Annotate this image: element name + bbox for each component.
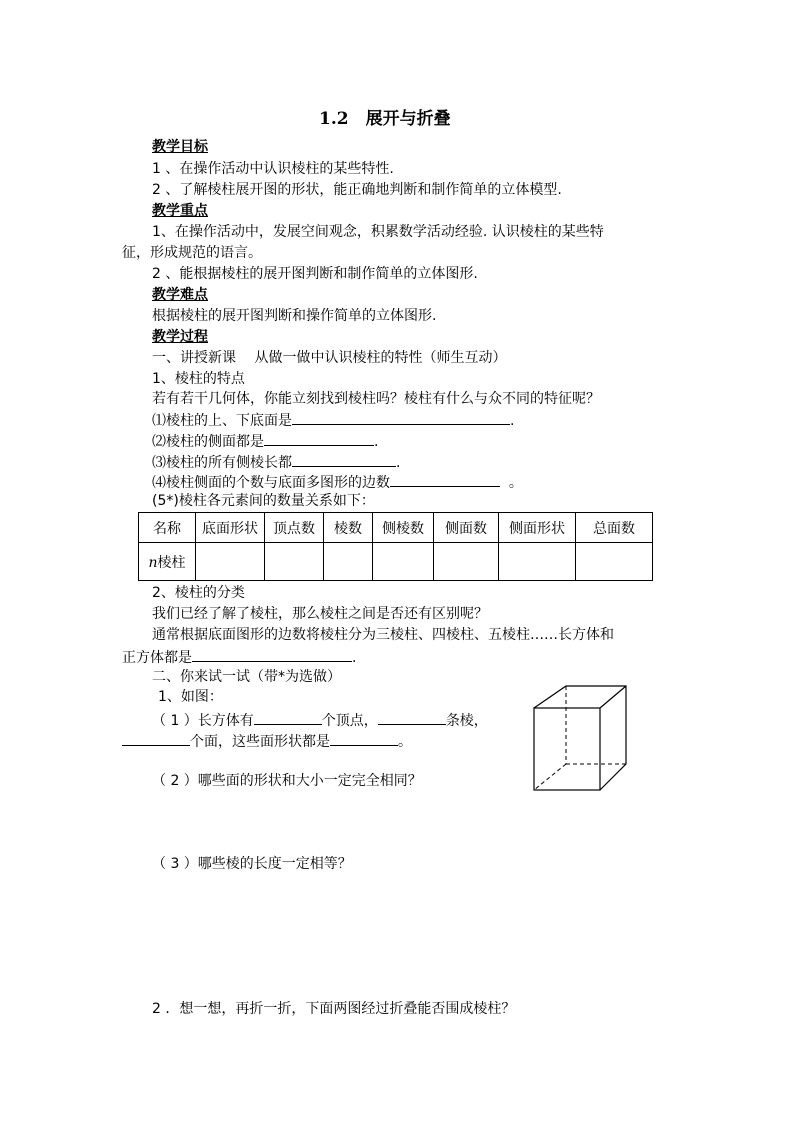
row-label-variable: n — [148, 554, 158, 571]
fill-question-4 — [152, 472, 523, 492]
q1-part-a: （ 1 ）长方体有 — [152, 713, 254, 729]
sub2-title: 2、棱柱的分类 — [152, 585, 245, 601]
classification-line1: 我们已经了解了棱柱，那么棱柱之间是否还有区别呢？ — [152, 606, 488, 622]
fill-question-1 — [152, 410, 514, 430]
key-point-2: 2 、能根据棱柱的展开图判断和制作简单的立体图形. — [152, 266, 478, 282]
table-header-cell: 棱数 — [324, 513, 373, 543]
cuboid-figure — [530, 682, 630, 794]
part2-title: 二、你来试一试（带*为选做） — [152, 669, 341, 685]
table-header-cell: 总面数 — [576, 513, 653, 543]
punctuation: 。 — [508, 475, 523, 491]
exercise-1-title: 1、如图： — [158, 689, 223, 705]
key-point-1-line2: 征，形成规范的语言。 — [122, 245, 262, 261]
cuboid-visible-edges — [534, 686, 626, 790]
table-cell[interactable] — [324, 543, 373, 581]
sub1-title: 1、棱柱的特点 — [152, 371, 245, 387]
question-text: 若有若干几何体，你能立刻找到棱柱吗？棱柱有什么与众不同的特征呢？ — [152, 391, 600, 407]
classification-line3-text: 正方体都是 — [122, 650, 192, 666]
table-cell[interactable] — [196, 543, 265, 581]
answer-blank[interactable] — [192, 647, 352, 662]
fill-question-2 — [152, 431, 378, 451]
answer-blank[interactable] — [264, 431, 374, 446]
exercise-1-q1-cont — [122, 731, 412, 751]
key-points-heading: 教学重点 — [152, 203, 208, 219]
objectives-heading: 教学目标 — [152, 139, 208, 155]
cuboid-front-face — [534, 708, 600, 790]
table-cell[interactable] — [434, 543, 499, 581]
cuboid-hidden-edge — [534, 764, 566, 790]
q1-part-b: 个顶点， — [321, 713, 378, 729]
exercise-2: 2 ．想一想，再折一折，下面两图经过折叠能否围成棱柱？ — [152, 1001, 516, 1017]
q1-part-d: 个面，这些面形状都是 — [190, 734, 330, 750]
table-header-row — [139, 513, 653, 543]
answer-blank[interactable] — [390, 472, 500, 487]
table-header-cell: 顶点数 — [265, 513, 324, 543]
answer-blank[interactable] — [330, 731, 398, 746]
q1-part-c: 条棱， — [445, 713, 488, 729]
table-row — [139, 543, 653, 581]
fill-question-3-text: ⑶棱柱的所有侧棱长都 — [152, 455, 292, 471]
objective-2: 2 、了解棱柱展开图的形状，能正确地判断和制作简单的立体模型. — [152, 182, 562, 198]
punctuation: . — [352, 650, 357, 666]
answer-blank[interactable] — [254, 710, 322, 725]
fill-question-5: (5*)棱柱各元素间的数量关系如下： — [152, 493, 375, 509]
difficulties-heading: 教学难点 — [152, 287, 208, 303]
table-row-label — [139, 543, 196, 581]
table-header-cell: 侧棱数 — [373, 513, 434, 543]
fill-question-1-text: ⑴棱柱的上、下底面是 — [152, 413, 292, 429]
punctuation: . — [374, 434, 379, 450]
answer-blank[interactable] — [378, 710, 446, 725]
table-header-cell: 侧面形状 — [499, 513, 576, 543]
prism-properties-table — [138, 512, 653, 581]
key-point-1-line1: 1、在操作活动中，发展空间观念，积累数学活动经验. 认识棱柱的某些特 — [152, 224, 604, 240]
punctuation: . — [396, 455, 401, 471]
answer-blank[interactable] — [292, 452, 396, 467]
part1-title: 一、讲授新课 从做一做中认识棱柱的特性（师生互动） — [152, 350, 507, 366]
punctuation: . — [510, 413, 515, 429]
classification-line3 — [122, 647, 356, 667]
fill-question-2-text: ⑵棱柱的侧面都是 — [152, 434, 264, 450]
table-header-cell: 侧面数 — [434, 513, 499, 543]
classification-line2: 通常根据底面图形的边数将棱柱分为三棱柱、四棱柱、五棱柱……长方体和 — [152, 627, 614, 643]
answer-blank[interactable] — [122, 731, 190, 746]
cuboid-edge — [600, 686, 626, 708]
table-cell[interactable] — [373, 543, 434, 581]
fill-question-4-text: ⑷棱柱侧面的个数与底面多图形的边数 — [152, 475, 390, 491]
page-title: 1.2 展开与折叠 — [319, 109, 451, 129]
punctuation: 。 — [398, 734, 412, 750]
exercise-1-q3: （ 3 ）哪些棱的长度一定相等？ — [152, 856, 352, 872]
row-label-text: 棱柱 — [157, 554, 186, 571]
process-heading: 教学过程 — [152, 329, 208, 345]
table-header-cell: 底面形状 — [196, 513, 265, 543]
exercise-1-q1 — [152, 710, 488, 730]
table-cell[interactable] — [265, 543, 324, 581]
table-cell[interactable] — [576, 543, 653, 581]
fill-question-3 — [152, 452, 400, 472]
objective-1: 1 、在操作活动中认识棱柱的某些特性. — [152, 161, 394, 177]
table-cell[interactable] — [499, 543, 576, 581]
answer-blank[interactable] — [292, 410, 510, 425]
table-header-cell: 名称 — [139, 513, 196, 543]
exercise-1-q2: （ 2 ）哪些面的形状和大小一定完全相同？ — [152, 773, 422, 789]
difficulties-text: 根据棱柱的展开图判断和操作简单的立体图形. — [152, 308, 437, 324]
